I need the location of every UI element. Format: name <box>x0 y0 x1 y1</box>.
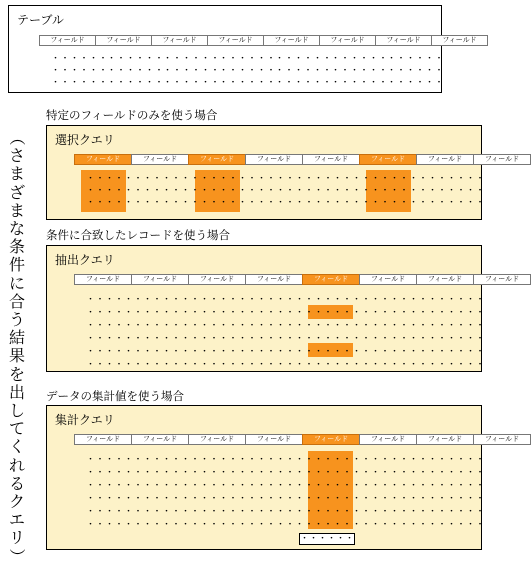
field-header: フィールド <box>416 274 474 285</box>
record-cell: ・・・・・・ <box>428 347 486 357</box>
record-cell: ・・・・・・ <box>86 481 144 491</box>
record-cell: ・・・・・・ <box>314 321 372 331</box>
record-cell: ・・・・・・ <box>428 468 486 478</box>
field-header: フィールド <box>473 154 531 165</box>
record-cell: ・・・・・・ <box>86 334 144 344</box>
side-caption-char: を <box>8 364 25 384</box>
side-caption-char: （ <box>7 129 27 146</box>
record-cell: ・・・・・・ <box>371 295 429 305</box>
record-cell: ・・・・・・ <box>314 468 372 478</box>
record-cell: ・・・・・・ <box>86 520 144 530</box>
field-header: フィールド <box>473 434 531 445</box>
side-caption-char: ） <box>7 548 27 565</box>
record-cell: ・・・・・・ <box>257 308 315 318</box>
record-cell: ・・・・・・ <box>200 520 258 530</box>
record-cell: ・・・・・・ <box>163 78 221 88</box>
record-cell: ・・・・・・ <box>257 520 315 530</box>
record-cell: ・・・・・・ <box>51 54 109 64</box>
side-caption-char: れ <box>8 455 25 475</box>
record-cell: ・・・・・・ <box>86 321 144 331</box>
record-cell: ・・・・・・ <box>143 321 201 331</box>
side-caption-char: し <box>8 401 25 420</box>
aggregate-total-box: ・・・・・・ <box>300 534 355 544</box>
record-cell: ・・・・・・ <box>200 295 258 305</box>
side-caption-char: に <box>8 273 25 293</box>
record-cell: ・・・・・・ <box>314 520 372 530</box>
record-cell: ・・・・・・ <box>314 198 372 208</box>
record-cell: ・・・・・・ <box>200 334 258 344</box>
side-caption-char: エ <box>8 510 25 530</box>
aggregate-query-title: 集計クエリ <box>55 413 115 427</box>
record-cell: ・・・・・・ <box>143 347 201 357</box>
record-cell: ・・・・・・ <box>51 66 109 76</box>
selection-query-title: 選択クエリ <box>55 133 115 147</box>
record-cell: ・・・・・・ <box>387 66 445 76</box>
field-header: フィールド <box>416 434 474 445</box>
field-header: フィールド <box>188 154 246 165</box>
record-cell: ・・・・・・ <box>257 347 315 357</box>
record-cell: ・・・・・・ <box>200 481 258 491</box>
side-caption-char: て <box>8 419 25 439</box>
record-cell: ・・・・・・ <box>371 186 429 196</box>
record-cell: ・・・・・・ <box>428 507 486 517</box>
record-cell: ・・・・・・ <box>86 468 144 478</box>
record-cell: ・・・・・・ <box>200 186 258 196</box>
field-header: フィールド <box>473 274 531 285</box>
side-caption-char: な <box>8 219 25 238</box>
field-header: フィールド <box>95 35 152 46</box>
field-header: フィールド <box>359 434 417 445</box>
record-cell: ・・・・・・ <box>257 481 315 491</box>
record-cell: ・・・・・・ <box>143 494 201 504</box>
side-caption-char: ク <box>8 492 25 511</box>
record-cell: ・・・・・・ <box>219 78 277 88</box>
record-cell: ・・・・・・ <box>86 360 144 370</box>
record-cell: ・・・・・・ <box>107 66 165 76</box>
side-caption-char: う <box>8 310 25 329</box>
record-cell: ・・・・・・ <box>86 494 144 504</box>
record-cell: ・・・・・・ <box>143 334 201 344</box>
record-cell: ・・・・・・ <box>143 360 201 370</box>
record-cell: ・・・・・・ <box>143 468 201 478</box>
field-header: フィールド <box>319 35 376 46</box>
record-cell: ・・・・・・ <box>314 507 372 517</box>
record-cell: ・・・・・・ <box>143 308 201 318</box>
record-cell: ・・・・・・ <box>314 186 372 196</box>
record-cell: ・・・・・・ <box>86 455 144 465</box>
record-cell: ・・・・・・ <box>86 295 144 305</box>
record-cell: ・・・・・・ <box>107 54 165 64</box>
record-cell: ・・・・・・ <box>428 334 486 344</box>
side-caption-char: 合 <box>8 291 25 311</box>
record-cell: ・・・・・・ <box>314 295 372 305</box>
record-cell: ・・・・・・ <box>257 360 315 370</box>
record-cell: ・・・・・・ <box>143 186 201 196</box>
field-header: フィールド <box>375 35 432 46</box>
table-panel <box>8 5 477 93</box>
record-cell: ・・・・・・ <box>86 198 144 208</box>
record-cell: ・・・・・・ <box>200 198 258 208</box>
side-caption-char: ま <box>8 200 25 220</box>
record-cell: ・・・・・・ <box>371 507 429 517</box>
record-cell: ・・・・・・ <box>257 334 315 344</box>
record-cell: ・・・・・・ <box>331 54 389 64</box>
field-header: フィールド <box>131 434 189 445</box>
field-header: フィールド <box>359 154 417 165</box>
record-cell: ・・・・・・ <box>219 54 277 64</box>
record-cell: ・・・・・・ <box>371 308 429 318</box>
record-cell: ・・・・・・ <box>86 507 144 517</box>
side-caption-char: さ <box>8 146 25 166</box>
field-header: フィールド <box>263 35 320 46</box>
field-header: フィールド <box>416 154 474 165</box>
record-cell: ・・・・・・ <box>371 174 429 184</box>
side-caption <box>0 128 34 565</box>
side-caption-char: く <box>8 437 25 457</box>
record-cell: ・・・・・・ <box>314 308 372 318</box>
record-cell: ・・・・・・ <box>143 455 201 465</box>
record-cell: ・・・・・・ <box>275 54 333 64</box>
table-title: テーブル <box>17 13 64 27</box>
record-cell: ・・・・・・ <box>257 468 315 478</box>
field-header: フィールド <box>151 35 208 46</box>
record-cell: ・・・・・・ <box>143 198 201 208</box>
record-cell: ・・・・・・ <box>275 78 333 88</box>
record-cell: ・・・・・・ <box>371 494 429 504</box>
field-header: フィールド <box>74 154 132 165</box>
record-cell: ・・・・・・ <box>371 360 429 370</box>
record-cell: ・・・・・・ <box>257 186 315 196</box>
record-cell: ・・・・・・ <box>428 308 486 318</box>
record-cell: ・・・・・・ <box>428 174 486 184</box>
record-cell: ・・・・・・ <box>257 174 315 184</box>
aggregate-query-panel <box>46 405 520 550</box>
field-header: フィールド <box>188 434 246 445</box>
record-cell: ・・・・・・ <box>428 494 486 504</box>
record-cell: ・・・・・・ <box>275 66 333 76</box>
record-cell: ・・・・・・ <box>371 468 429 478</box>
field-header: フィールド <box>302 434 360 445</box>
side-caption-char: ざ <box>8 182 25 202</box>
side-caption-char: 条 <box>8 237 25 257</box>
record-cell: ・・・・・・ <box>200 494 258 504</box>
field-header: フィールド <box>302 274 360 285</box>
record-cell: ・・・・・・ <box>371 455 429 465</box>
record-cell: ・・・・・・ <box>314 334 372 344</box>
record-cell: ・・・・・・ <box>200 308 258 318</box>
record-cell: ・・・・・・ <box>200 321 258 331</box>
record-cell: ・・・・・・ <box>200 347 258 357</box>
record-cell: ・・・・・・ <box>163 66 221 76</box>
record-cell: ・・・・・・ <box>143 507 201 517</box>
record-cell: ・・・・・・ <box>51 78 109 88</box>
field-header: フィールド <box>39 35 96 46</box>
field-header: フィールド <box>207 35 264 46</box>
field-header: フィールド <box>131 154 189 165</box>
side-caption-char: 件 <box>8 255 25 275</box>
side-caption-char: 結 <box>8 328 25 348</box>
record-cell: ・・・・・・ <box>428 455 486 465</box>
record-cell: ・・・・・・ <box>314 347 372 357</box>
field-header: フィールド <box>74 274 132 285</box>
record-cell: ・・・・・・ <box>428 198 486 208</box>
record-cell: ・・・・・・ <box>257 295 315 305</box>
record-cell: ・・・・・・ <box>428 520 486 530</box>
record-cell: ・・・・・・ <box>428 321 486 331</box>
record-cell: ・・・・・・ <box>86 174 144 184</box>
side-caption-char: リ <box>8 528 25 548</box>
record-cell: ・・・・・・ <box>371 334 429 344</box>
record-cell: ・・・・・・ <box>331 78 389 88</box>
field-header: フィールド <box>245 154 303 165</box>
field-header: フィールド <box>74 434 132 445</box>
field-header: フィールド <box>188 274 246 285</box>
record-cell: ・・・・・・ <box>314 481 372 491</box>
record-cell: ・・・・・・ <box>314 494 372 504</box>
field-header: フィールド <box>302 154 360 165</box>
side-caption-char: ま <box>8 164 25 184</box>
extraction-query-title: 抽出クエリ <box>55 253 115 267</box>
record-cell: ・・・・・・ <box>200 360 258 370</box>
record-cell: ・・・・・・ <box>200 507 258 517</box>
record-cell: ・・・・・・ <box>86 347 144 357</box>
record-cell: ・・・・・・ <box>387 54 445 64</box>
record-cell: ・・・・・・ <box>387 78 445 88</box>
record-cell: ・・・・・・ <box>314 455 372 465</box>
record-cell: ・・・・・・ <box>371 481 429 491</box>
record-cell: ・・・・・・ <box>428 186 486 196</box>
side-caption-char: 出 <box>8 382 25 402</box>
record-cell: ・・・・・・ <box>257 455 315 465</box>
selection-query-panel <box>46 125 520 220</box>
record-cell: ・・・・・・ <box>107 78 165 88</box>
field-header: フィールド <box>431 35 488 46</box>
record-cell: ・・・・・・ <box>200 455 258 465</box>
extraction-query-panel <box>46 245 520 372</box>
record-cell: ・・・・・・ <box>314 360 372 370</box>
extraction-query-heading: 条件に合致したレコードを使う場合 <box>46 228 230 242</box>
field-header: フィールド <box>359 274 417 285</box>
record-cell: ・・・・・・ <box>143 481 201 491</box>
record-cell: ・・・・・・ <box>331 66 389 76</box>
record-cell: ・・・・・・ <box>257 198 315 208</box>
record-cell: ・・・・・・ <box>257 507 315 517</box>
aggregate-query-heading: データの集計値を使う場合 <box>46 389 184 403</box>
record-cell: ・・・・・・ <box>371 321 429 331</box>
record-cell: ・・・・・・ <box>428 360 486 370</box>
record-cell: ・・・・・・ <box>371 520 429 530</box>
record-cell: ・・・・・・ <box>86 308 144 318</box>
record-cell: ・・・・・・ <box>371 198 429 208</box>
field-header: フィールド <box>131 274 189 285</box>
record-cell: ・・・・・・ <box>86 186 144 196</box>
record-cell: ・・・・・・ <box>163 54 221 64</box>
field-header: フィールド <box>245 434 303 445</box>
record-cell: ・・・・・・ <box>371 347 429 357</box>
record-cell: ・・・・・・ <box>200 468 258 478</box>
field-header: フィールド <box>245 274 303 285</box>
record-cell: ・・・・・・ <box>314 174 372 184</box>
record-cell: ・・・・・・ <box>219 66 277 76</box>
record-cell: ・・・・・・ <box>143 295 201 305</box>
record-cell: ・・・・・・ <box>200 174 258 184</box>
selection-query-heading: 特定のフィールドのみを使う場合 <box>46 108 218 122</box>
record-cell: ・・・・・・ <box>428 295 486 305</box>
record-cell: ・・・・・・ <box>428 481 486 491</box>
side-caption-char: 果 <box>8 346 25 366</box>
record-cell: ・・・・・・ <box>257 494 315 504</box>
record-cell: ・・・・・・ <box>143 520 201 530</box>
record-cell: ・・・・・・ <box>257 321 315 331</box>
side-caption-char: る <box>8 473 25 493</box>
record-cell: ・・・・・・ <box>143 174 201 184</box>
